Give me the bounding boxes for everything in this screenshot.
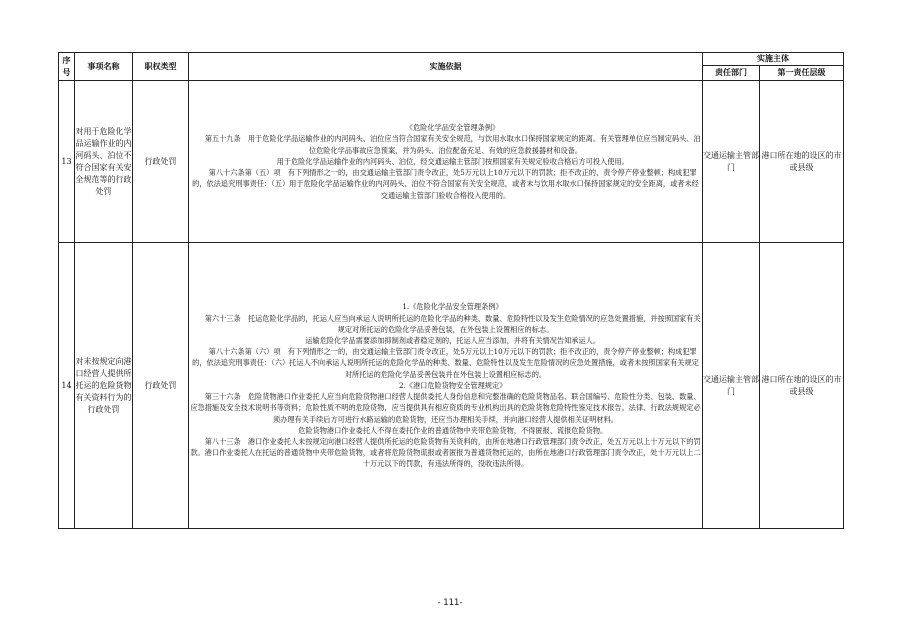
responsible-level: 港口所在地的设区的市或县级 <box>760 81 844 243</box>
basis-paragraph: 第八十六条第（六）项 有下列情形之一的，由交通运输主管部门责令改正，处5万元以上10万元以下的罚款；拒不改正的，责令停产停业整顿；构成犯罪的，依法追究刑事责任：（六）托运人不向承运人说明所托运的危险化学品的种类、数量、危险特性以及发生危险情况的应急处置措施，或者未按照国家有关规定对所托运的危险化学品妥善包装并在外包装上设置相应标志的。 <box>192 347 699 379</box>
table-row <box>59 243 844 529</box>
table-row <box>59 81 844 243</box>
page-number: - 111- <box>437 598 463 608</box>
header-basis: 实施依据 <box>189 53 703 81</box>
legal-basis <box>189 243 703 529</box>
header-seq: 序号 <box>59 53 75 81</box>
basis-paragraph: 《危险化学品安全管理条例》 <box>405 123 500 133</box>
basis-paragraph: 第六十三条 托运危险化学品的，托运人应当向承运人说明所托运的危险化学品的种类、数量、危险特性以及发生危险情况的应急处置措施，并按照国家有关规定对所托运的危险化学品妥善包装，在外包装上设置相应的标志。 <box>204 313 701 334</box>
item-name: 对未按规定向港口经营人提供所托运的危险货物有关资料行为的行政处罚 <box>75 243 133 529</box>
responsible-level: 港口所在地的设区的市或县级 <box>760 243 844 529</box>
header-row-1 <box>59 53 844 66</box>
basis-paragraph: 用于危险化学品运输作业的内河码头、泊位，经交通运输主管部门按照国家有关规定验收合格后方可投入使用。 <box>276 156 629 166</box>
basis-paragraph: 1.《危险化学品安全管理条例》 <box>402 302 503 312</box>
basis-paragraph: 第八十六条第（五）项 有下列情形之一的，由交通运输主管部门责令改正，处5万元以上10万元以下的罚款；拒不改正的，责令停产停业整顿；构成犯罪的，依法追究刑事责任：（五）用于危险化学品运输作业的内河码头、泊位不符合国家有关安全规范，或者未与饮用水取水口保持国家规定的安全距离，或者未经交通运输主管部门验收合格投入使用的。 <box>192 168 699 200</box>
legal-basis <box>189 81 703 243</box>
header-type: 职权类型 <box>133 53 189 81</box>
header-name: 事项名称 <box>75 53 133 81</box>
header-level: 第一责任层级 <box>760 66 844 81</box>
power-type: 行政处罚 <box>133 81 189 243</box>
header-dept: 责任部门 <box>703 66 760 81</box>
basis-paragraph: 运输危险化学品需要添加抑制剂或者稳定剂的，托运人应当添加，并将有关情况告知承运人。 <box>305 336 601 346</box>
responsible-dept: 交通运输主管部门 <box>703 81 760 243</box>
basis-paragraph: 第八十三条 港口作业委托人未按规定向港口经营人提供所托运的危险货物有关资料的，由所在地港口行政管理部门责令改正，处五万元以上十万元以下的罚款。港口作业委托人在托运的普通货物中夹带危险货物，或者将危险货物谎报或者匿报为普通货物托运的，由所在地港口行政管理部门责令改正，处十万元以上二十万元以下的罚款，有违法所得的，没收违法所得。 <box>190 436 701 469</box>
basis-paragraph: 危险货物港口作业委托人不得在委托作业的普通货物中夹带危险货物，不得匿报、谎报危险货物。 <box>298 425 608 435</box>
row-number: 14 <box>59 243 75 529</box>
row-number: 13 <box>59 81 75 243</box>
header-subject: 实施主体 <box>703 53 844 66</box>
item-name: 对用于危险化学品运输作业的内河码头、泊位不符合国家有关安全规范等的行政处罚 <box>75 81 133 243</box>
basis-paragraph: 第三十六条 危险货物港口作业委托人应当向危险货物港口经营人提供委托人身份信息和完整准确的危险货物品名、联合国编号、危险性分类、包装、数量、应急措施及安全技术说明书等资料；危险性质不明的危险货物，应当提供具有相应资质的专业机构出具的危险货物危险特性鉴定技术报告。法律、行政法规规定必须办理有关手续后方可进行水路运输的危险货物，还应当办理相关手续，并向港口经营人提供相关证明材料。 <box>190 392 701 424</box>
basis-paragraph: 第五十九条 用于危险化学品运输作业的内河码头、泊位应当符合国家有关安全规范，与饮用水取水口保持国家规定的距离。有关管理单位应当制定码头、泊位危险化学品事故应急预案，并为码头、泊位配备充足、有效的应急救援器材和设备。 <box>204 134 701 155</box>
enforcement-table <box>58 52 844 529</box>
power-type: 行政处罚 <box>133 243 189 529</box>
basis-paragraph: 2.《港口危险货物安全管理规定》 <box>398 380 507 390</box>
responsible-dept: 交通运输主管部门 <box>703 243 760 529</box>
